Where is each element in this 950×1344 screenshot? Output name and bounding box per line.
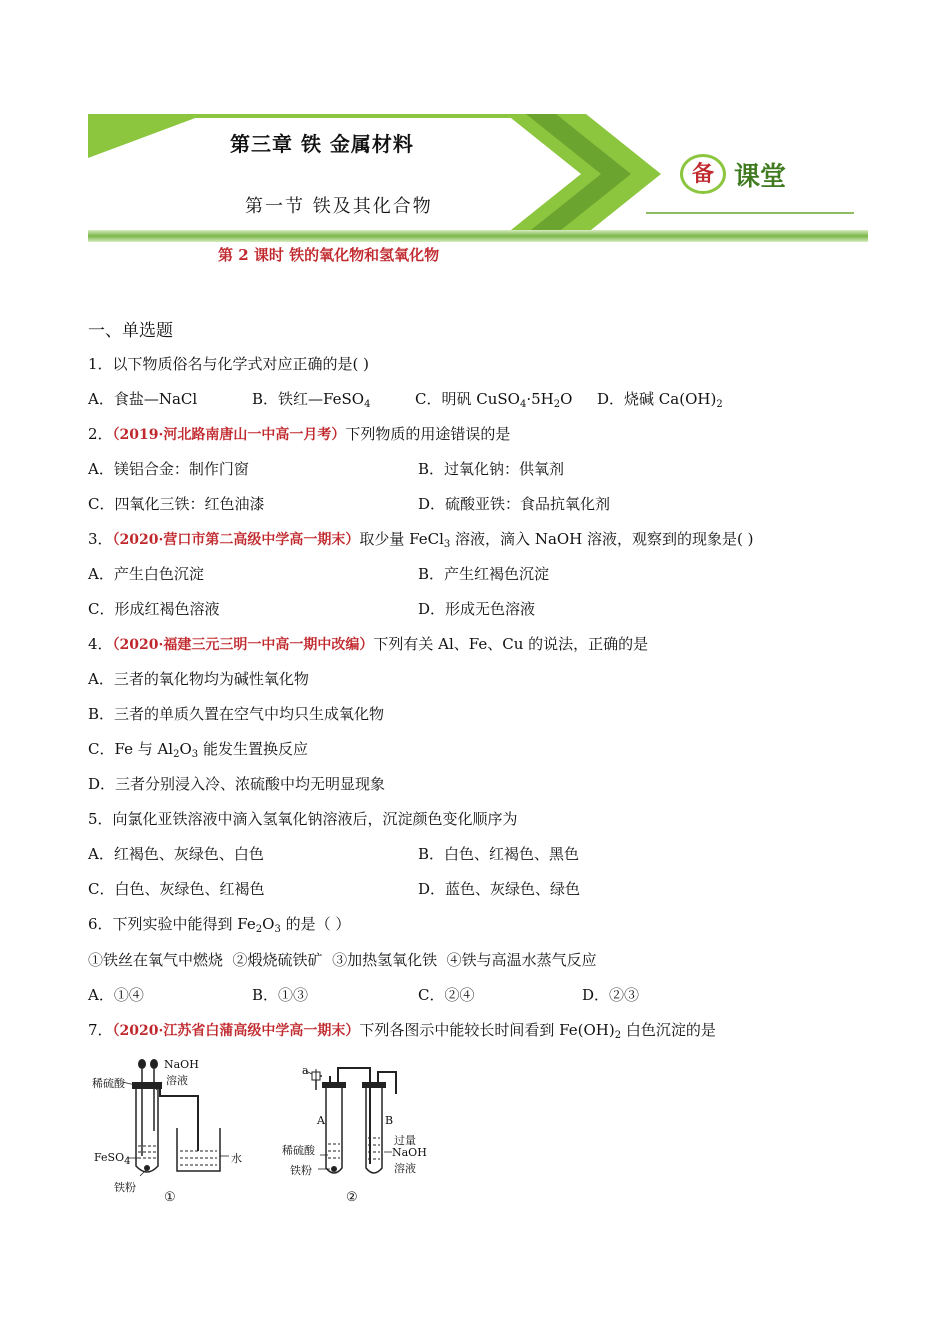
- fig2-label-B: B: [385, 1114, 394, 1127]
- fig2-label-a: a: [302, 1064, 309, 1077]
- q5-option-d: D．蓝色、灰绿色、绿色: [418, 880, 581, 898]
- fig2-label-iron: 铁粉: [290, 1164, 312, 1177]
- section-heading: 一、单选题: [88, 321, 173, 341]
- logo-circle: 备: [680, 154, 726, 194]
- fig2-caption: ②: [346, 1190, 358, 1205]
- fig2-label-naoh: NaOH: [392, 1146, 427, 1159]
- question-2-stem: 2．（2019·河北路南唐山一中高一月考）下列物质的用途错误的是: [88, 425, 511, 443]
- fig1-label-iron: 铁粉: [114, 1181, 136, 1194]
- q7-source: （2020·江苏省白蒲高级中学高一期末）: [112, 1023, 360, 1039]
- q4-source: （2020·福建三元三明一中高一期中改编）: [112, 637, 374, 653]
- q5-option-c: C．白色、灰绿色、红褐色: [88, 880, 265, 898]
- q2-source: （2019·河北路南唐山一中高一月考）: [112, 427, 346, 443]
- q4-option-b: B．三者的单质久置在空气中均只生成氧化物: [88, 705, 385, 723]
- logo-text: 课堂: [734, 162, 787, 192]
- figure-2-apparatus: [282, 1056, 432, 1206]
- q2-option-d: D．硫酸亚铁：食品抗氧化剂: [418, 495, 611, 513]
- fig1-caption: ①: [164, 1190, 176, 1205]
- fig2-label-solution: 溶液: [394, 1162, 416, 1175]
- chapter-title: 第三章 铁 金属材料: [230, 132, 414, 156]
- q6-items: ①铁丝在氧气中燃烧 ②煅烧硫铁矿 ③加热氢氧化铁 ④铁与高温水蒸气反应: [88, 951, 597, 969]
- section-title: 第一节 铁及其化合物: [245, 196, 433, 217]
- q4-option-c: C．Fe 与 $Al_2O_3$ 能发生置换反应: [88, 740, 308, 760]
- figure-2: [282, 1056, 432, 1206]
- q2-option-b: B．过氧化钠：供氧剂: [418, 460, 565, 478]
- question-1-stem: 1．以下物质俗名与化学式对应正确的是( ): [88, 355, 370, 373]
- q3-option-c: C．形成红褐色溶液: [88, 600, 220, 618]
- question-5-stem: 5．向氯化亚铁溶液中滴入氢氧化钠溶液后，沉淀颜色变化顺序为: [88, 810, 518, 828]
- fig2-label-excess: 过量: [394, 1134, 416, 1147]
- q1-option-d: D．烧碱 $Ca(OH)_2$: [597, 390, 723, 410]
- q5-option-b: B．白色、红褐色、黑色: [418, 845, 580, 863]
- fig1-label-solution: 溶液: [166, 1074, 188, 1087]
- logo: [680, 152, 820, 202]
- q4-option-d: D．三者分别浸入冷、浓硫酸中均无明显现象: [88, 775, 386, 793]
- q2-option-c: C．四氧化三铁：红色油漆: [88, 495, 265, 513]
- question-7-stem: 7．（2020·江苏省白蒲高级中学高一期末）下列各图示中能较长时间看到 $Fe(OH)_2$ 白色沉淀的是: [88, 1021, 716, 1041]
- q1-option-c: C．明矾 $CuSO_4\cdot 5H_2O$: [415, 390, 573, 410]
- q3-option-a: A．产生白色沉淀: [88, 565, 204, 583]
- q3-source: （2020·营口市第二高级中学高一期末）: [112, 532, 360, 548]
- fig1-label-acid: 稀硫酸: [92, 1077, 125, 1090]
- q6-option-b: B．①③: [252, 986, 309, 1004]
- question-4-stem: 4．（2020·福建三元三明一中高一期中改编）下列有关 Al、Fe、Cu 的说法，正确的是: [88, 635, 649, 653]
- fig2-label-A: A: [317, 1114, 325, 1127]
- q2-option-a: A．镁铝合金：制作门窗: [88, 460, 249, 478]
- question-6-stem: 6．下列实验中能得到 $Fe_2O_3$ 的是（ ）: [88, 915, 351, 935]
- lesson-title: 第 2 课时 铁的氧化物和氢氧化物: [218, 246, 440, 264]
- q6-option-c: C．②④: [418, 986, 475, 1004]
- question-3-stem: 3．（2020·营口市第二高级中学高一期末）取少量 FeCl$_3$ 溶液，滴入 NaOH 溶液，观察到的现象是( ): [88, 530, 754, 550]
- fig1-label-water: 水: [231, 1152, 242, 1165]
- q3-option-b: B．产生红褐色沉淀: [418, 565, 550, 583]
- q6-option-a: A．①④: [88, 986, 144, 1004]
- q5-option-a: A．红褐色、灰绿色、白色: [88, 845, 264, 863]
- q3-option-d: D．形成无色溶液: [418, 600, 536, 618]
- q6-option-d: D．②③: [582, 986, 640, 1004]
- fig1-label-naoh: NaOH: [164, 1058, 199, 1071]
- figure-1: [92, 1056, 252, 1206]
- fig2-label-acid: 稀硫酸: [282, 1144, 315, 1157]
- q1-option-a: A．食盐—NaCl: [88, 390, 198, 408]
- fig1-label-feso4: FeSO$_4$: [94, 1151, 131, 1167]
- q1-option-b: B．铁红—FeSO$_4$: [252, 390, 371, 410]
- q4-option-a: A．三者的氧化物均为碱性氧化物: [88, 670, 309, 688]
